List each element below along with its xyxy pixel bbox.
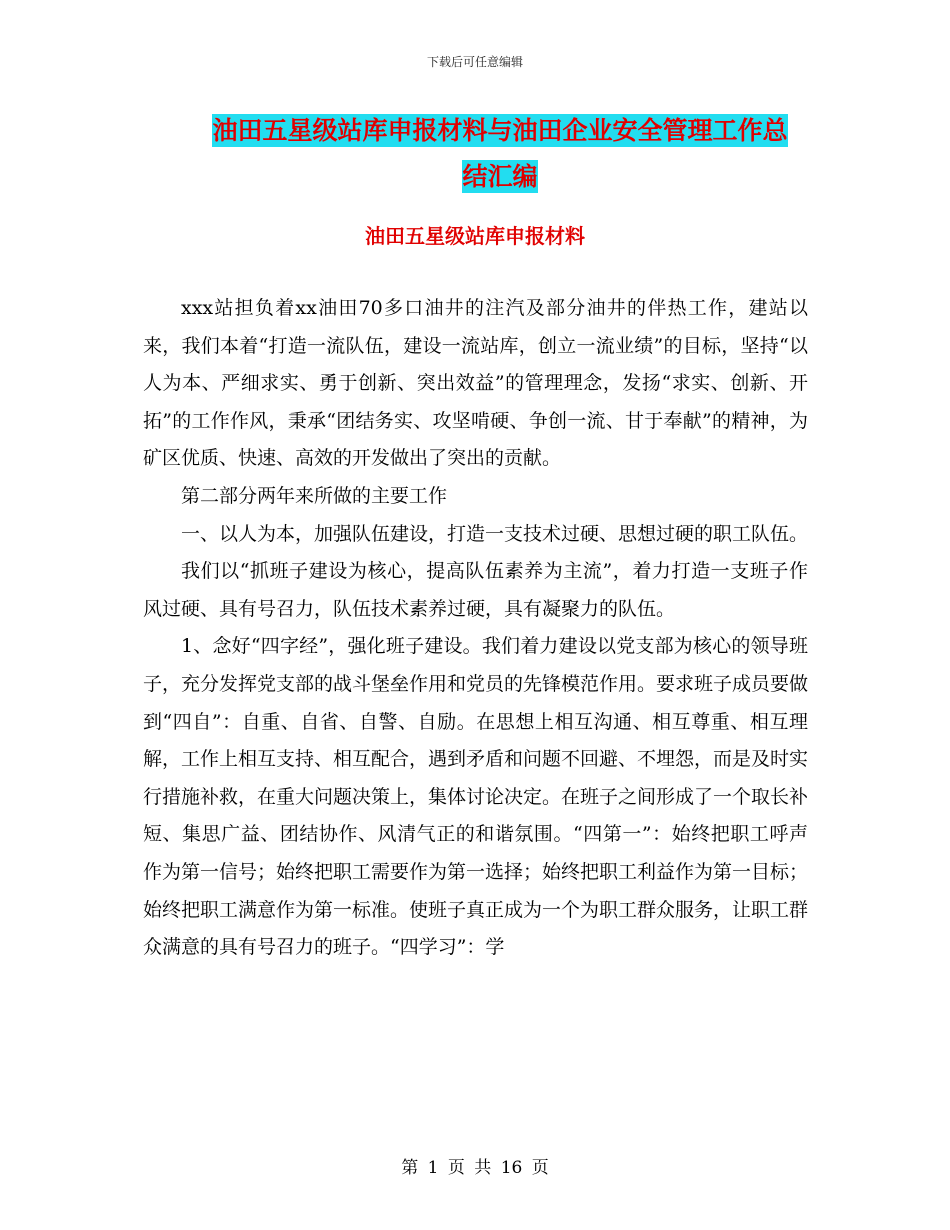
- page-footer: 第 1 页 共 16 页: [401, 1158, 549, 1178]
- paragraph: xxx站担负着xx油田70多口油井的注汽及部分油井的伴热工作，建站以来，我们本着“打造一流队伍，建设一流站库，创立一流业绩”的目标，坚持“以人为本、严细求实、勇于创新、突出效益”的管理理念，发扬“求实、创新、开拓”的工作作风，秉承“团结务实、攻坚啃硬、争创一流、甘于奉献”的精神，为矿区优质、快速、高效的开发做出了突出的贡献。: [143, 297, 808, 470]
- section-title: 油田五星级站库申报材料: [365, 224, 585, 248]
- title-line-2: 结汇编: [462, 162, 538, 191]
- paragraph: 1、念好“四字经”，强化班子建设。我们着力建设以党支部为核心的领导班子，充分发挥党支部的战斗堡垒作用和党员的先锋模范作用。要求班子成员要做到“四自”：自重、自省、自警、自励。在思想上相互沟通、相互尊重、相互理解，工作上相互支持、相互配合，遇到矛盾和问题不回避、不埋怨，而是及时实行措施补救，在重大问题决策上，集体讨论决定。在班子之间形成了一个取长补短、集思广益、团结协作、风清气正的和谐氛围。“四第一”：始终把职工呼声作为第一信号；始终把职工需要作为第一选择；始终把职工利益作为第一目标；始终把职工满意作为第一标准。使班子真正成为一个为职工群众服务，让职工群众满意的具有号召力的班子。“四学习”：学: [143, 635, 809, 959]
- document-body: [143, 290, 808, 967]
- paragraph: 一、以人为本，加强队伍建设，打造一支技术过硬、思想过硬的职工队伍。: [181, 522, 809, 545]
- paragraph: 我们以“抓班子建设为核心，提高队伍素养为主流”，着力打造一支班子作风过硬、具有号召力，队伍技术素养过硬，具有凝聚力的队伍。: [143, 560, 808, 620]
- title-line-1: 油田五星级站库申报材料与油田企业安全管理工作总: [212, 116, 788, 145]
- paragraph: 第二部分两年来所做的主要工作: [181, 484, 448, 507]
- header-note: 下载后可任意编辑: [426, 55, 523, 69]
- document-title: [140, 108, 860, 200]
